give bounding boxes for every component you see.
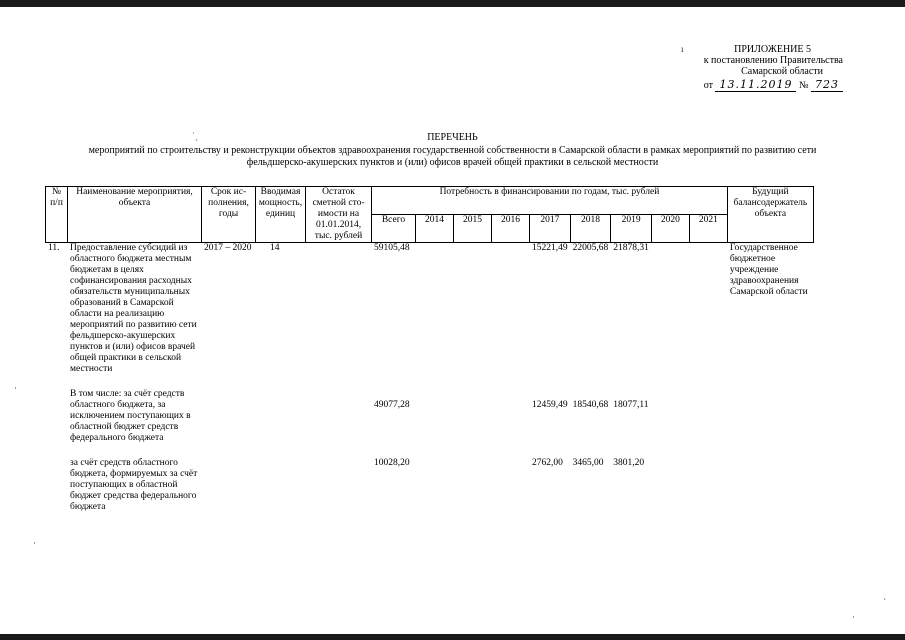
cell-term (202, 389, 256, 444)
header-year: 2016 (492, 215, 530, 243)
header-year: 2015 (454, 215, 492, 243)
header-year: 2017 (530, 215, 571, 243)
cell-2019: 21878,31 (613, 243, 649, 253)
cell-holder (727, 458, 813, 513)
cell-2021 (689, 243, 727, 376)
row-spacer (46, 444, 814, 458)
cell-power (256, 458, 306, 513)
cell-2014 (416, 389, 454, 444)
cell-2019: 3801,20 (613, 458, 645, 468)
header-term: Срок ис-полнения, годы (202, 187, 256, 243)
header-year: 2018 (570, 215, 611, 243)
cell-2014 (416, 243, 454, 376)
header-year: 2021 (689, 215, 727, 243)
cell-2017: 12459,49 (532, 400, 568, 410)
table-row (46, 458, 814, 513)
document-heading: ПЕРЕЧЕНЬ (427, 132, 478, 143)
document-subheading: мероприятий по строительству и реконструкции объектов здравоохранения государственной собственности в Самарской области в рамках мероприятий по развитию сети (88, 145, 817, 156)
appendix-line-resolution: к постановлению Правительства (703, 55, 843, 66)
scan-speck: ı (681, 44, 684, 54)
cell-num (46, 389, 68, 444)
header-name: Наименование мероприятия, объекта (68, 187, 202, 243)
cell-total: 10028,20 (374, 458, 410, 468)
number-prefix: № (798, 80, 809, 91)
cell-name: Предоставление субсидий из областного бюджета местным бюджетам в целях софинансирования расходных обязательств муниципальных образований в Самарской области на реализацию мероприятий по развитию сети фельдшерско-акушерских пунктов и (или) офисов врачей общей практики в сельской местности (70, 243, 197, 374)
cell-2019: 18077,11 (613, 400, 649, 410)
cell-total: 59105,48 (374, 243, 410, 253)
appendix-date-line (704, 79, 843, 91)
cell-2020 (651, 458, 689, 513)
cell-2018: 18540,68 (572, 400, 609, 410)
cell-rest (306, 389, 372, 444)
scan-speck: · (852, 612, 855, 622)
cell-num (46, 458, 68, 513)
cell-term: 2017 – 2020 (204, 243, 252, 253)
cell-2021 (689, 458, 727, 513)
header-year: 2020 (651, 215, 689, 243)
cell-power (256, 389, 306, 444)
cell-2016 (492, 243, 530, 376)
cell-holder: Государственное бюджетное учреждение здравоохранения Самарской области (729, 243, 808, 297)
cell-2014 (416, 458, 454, 513)
cell-power: 14 (270, 243, 280, 253)
cell-name: за счёт средств областного бюджета, формируемых за счёт поступающих в областной бюджет средства федерального бюджета (70, 458, 198, 512)
row-spacer (46, 375, 814, 389)
handwritten-number: 723 (811, 78, 843, 92)
scan-speck: ˏ (883, 590, 886, 600)
cell-2018: 3465,00 (572, 458, 604, 468)
header-need: Потребность в финансировании по годам, тыс. рублей (372, 187, 728, 215)
scan-speck: ˙ˎ (192, 131, 198, 141)
cell-rest (306, 243, 372, 376)
cell-2018: 22005,68 (572, 243, 609, 253)
cell-2015 (454, 458, 492, 513)
cell-rest (306, 458, 372, 513)
measures-table (45, 186, 814, 513)
cell-2016 (492, 389, 530, 444)
scan-speck: · (14, 383, 17, 393)
date-prefix: от (703, 80, 713, 91)
table-row (46, 389, 814, 444)
scan-edge-top (0, 0, 905, 7)
cell-total: 49077,28 (374, 400, 410, 410)
scan-edge-bottom (0, 634, 905, 640)
header-num: № п/п (46, 187, 68, 243)
cell-term (202, 458, 256, 513)
header-rest: Остаток сметной сто-имости на 01.01.2014, тыс. рублей (306, 187, 372, 243)
table-row (46, 243, 814, 376)
cell-holder (727, 389, 813, 444)
header-power: Вводимая мощность, единиц (256, 187, 306, 243)
scan-speck: · (33, 538, 36, 548)
cell-name: В том числе: за счёт средств областного бюджета, за исключением поступающих в областной бюджет средств федерального бюджета (70, 389, 191, 443)
appendix-title: ПРИЛОЖЕНИЕ 5 (734, 44, 811, 55)
cell-2015 (454, 243, 492, 376)
cell-num: 11. (48, 243, 60, 253)
header-year: 2014 (416, 215, 454, 243)
document-subheading-cont: фельдшерско-акушерских пунктов и (или) офисов врачей общей практики в сельской местности (246, 157, 659, 168)
cell-2020 (651, 243, 689, 376)
header-year: 2019 (611, 215, 652, 243)
cell-2017: 2762,00 (532, 458, 563, 468)
cell-2020 (651, 389, 689, 444)
header-holder: Будущий балансодержатель объекта (727, 187, 813, 243)
appendix-line-region: Самарской области (741, 66, 823, 77)
cell-2021 (689, 389, 727, 444)
appendix-block (704, 44, 843, 91)
cell-2017: 15221,49 (532, 243, 568, 253)
cell-2016 (492, 458, 530, 513)
handwritten-date: 13.11.2019 (715, 78, 796, 92)
cell-2015 (454, 389, 492, 444)
header-total: Всего (372, 215, 416, 243)
